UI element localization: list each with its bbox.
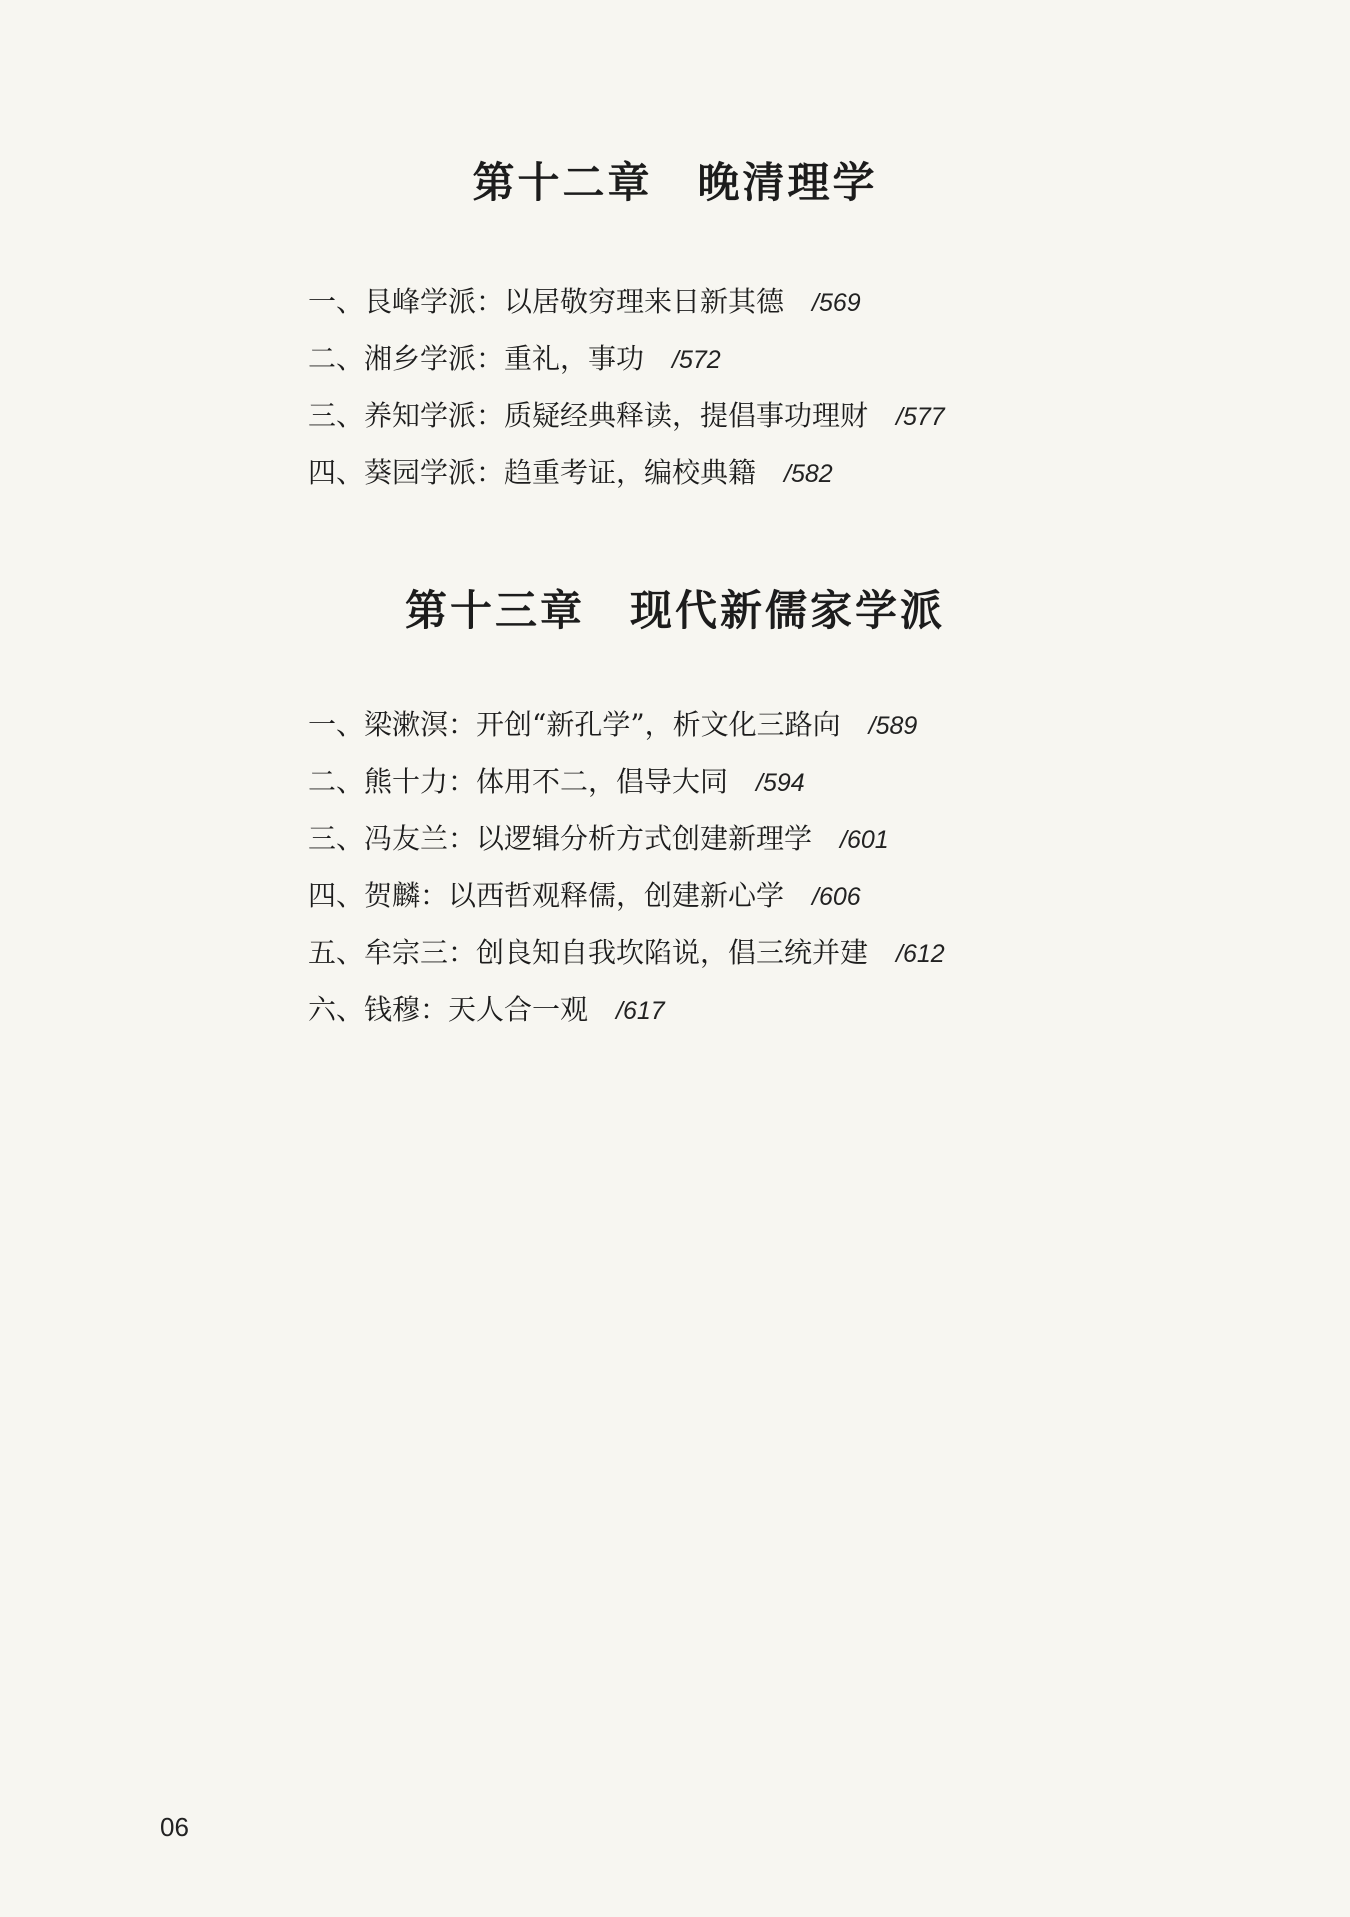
- toc-entry[interactable]: [308, 931, 945, 971]
- entry-page: /617: [616, 997, 665, 1025]
- entry-text: 艮峰学派：以居敬穷理来日新其德: [364, 285, 785, 318]
- entry-number: 四、: [308, 879, 365, 912]
- chapter-title: 第十二章 晚清理学: [472, 158, 878, 207]
- entry-page: /606: [812, 883, 861, 911]
- entry-number: 三、: [308, 822, 365, 855]
- toc-entry[interactable]: [308, 451, 833, 491]
- toc-entry[interactable]: [308, 280, 861, 320]
- entry-text: 牟宗三：创良知自我坎陷说，倡三统并建: [364, 936, 869, 969]
- entry-text: 湘乡学派：重礼，事功: [364, 342, 645, 375]
- toc-entry[interactable]: [308, 874, 861, 914]
- entry-number: 二、: [308, 765, 365, 798]
- toc-entry[interactable]: [308, 988, 665, 1028]
- toc-entry[interactable]: [308, 394, 945, 434]
- toc-entry[interactable]: [308, 817, 889, 857]
- entry-number: 一、: [308, 708, 365, 741]
- entry-page: /569: [812, 289, 861, 317]
- entry-text: 熊十力：体用不二，倡导大同: [364, 765, 729, 798]
- entry-number: 六、: [308, 993, 365, 1026]
- entry-page: /582: [784, 460, 833, 488]
- toc-entry[interactable]: [308, 337, 721, 377]
- entry-text: 贺麟：以西哲观释儒，创建新心学: [364, 879, 785, 912]
- entry-number: 五、: [308, 936, 365, 969]
- entry-text: 冯友兰：以逻辑分析方式创建新理学: [364, 822, 813, 855]
- entry-number: 三、: [308, 399, 365, 432]
- entry-number: 一、: [308, 285, 365, 318]
- entry-number: 二、: [308, 342, 365, 375]
- entry-text: 梁漱溟：开创“新孔学”，析文化三路向: [364, 708, 841, 741]
- entry-page: /589: [868, 712, 918, 740]
- chapter-title: 第十三章 现代新儒家学派: [404, 586, 945, 635]
- toc-entry[interactable]: [308, 703, 917, 743]
- entry-text: 养知学派：质疑经典释读，提倡事功理财: [364, 399, 869, 432]
- entry-page: /601: [840, 826, 889, 854]
- entry-number: 四、: [308, 456, 365, 489]
- entry-page: /612: [896, 940, 945, 968]
- entry-text: 葵园学派：趋重考证，编校典籍: [364, 456, 757, 489]
- entry-text: 钱穆：天人合一观: [364, 993, 589, 1026]
- entry-page: /594: [756, 769, 805, 797]
- page-number: 06: [160, 1812, 189, 1842]
- toc-entry[interactable]: [308, 760, 805, 800]
- entry-page: /572: [672, 346, 721, 374]
- entry-page: /577: [896, 403, 945, 431]
